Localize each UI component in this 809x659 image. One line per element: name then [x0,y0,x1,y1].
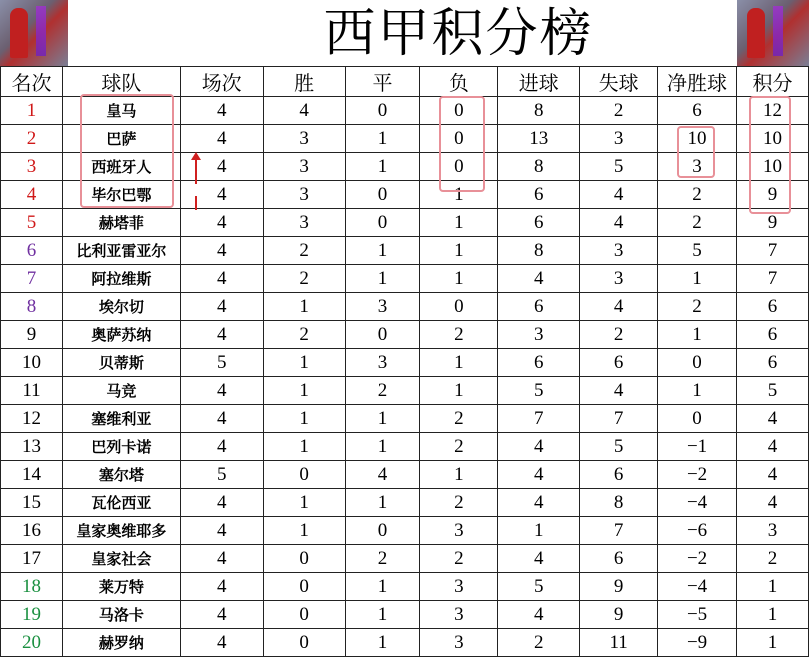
stat-cell: 5 [180,461,263,489]
stat-cell: 9 [737,209,809,237]
stat-cell: 1 [420,209,498,237]
rank-cell: 6 [1,237,63,265]
stat-cell: −1 [658,433,737,461]
stat-cell: 6 [498,349,580,377]
stat-cell: 4 [180,629,263,657]
arrow-up-icon [195,156,197,184]
team-cell: 瓦伦西亚 [62,489,180,517]
table-row [1,545,809,573]
stat-cell: 2 [263,237,345,265]
arrow-up-head [191,152,201,160]
stat-cell: −2 [658,461,737,489]
stat-cell: 10 [737,125,809,153]
stat-cell: −6 [658,517,737,545]
stat-cell: 7 [737,265,809,293]
stat-cell: 3 [263,209,345,237]
stat-cell: 1 [345,573,420,601]
column-header: 场次 [180,67,263,97]
stat-cell: 1 [263,349,345,377]
team-cell: 皇家奥维耶多 [62,517,180,545]
team-cell: 马洛卡 [62,601,180,629]
rank-cell: 14 [1,461,63,489]
rank-cell: 10 [1,349,63,377]
stat-cell: 6 [498,209,580,237]
stat-cell: 5 [498,573,580,601]
stat-cell: 4 [498,433,580,461]
stat-cell: 0 [420,97,498,125]
column-header: 胜 [263,67,345,97]
stat-cell: 4 [580,181,658,209]
stat-cell: 1 [498,517,580,545]
table-row [1,293,809,321]
player-image-right [737,0,809,66]
table-row [1,321,809,349]
stat-cell: 4 [498,461,580,489]
team-cell: 毕尔巴鄂 [62,181,180,209]
table-row [1,209,809,237]
stat-cell: 8 [498,237,580,265]
stat-cell: 1 [737,573,809,601]
stat-cell: −9 [658,629,737,657]
stat-cell: 6 [580,349,658,377]
stat-cell: 4 [180,321,263,349]
stat-cell: 6 [580,461,658,489]
stat-cell: 6 [498,181,580,209]
team-cell: 皇马 [62,97,180,125]
stat-cell: 2 [737,545,809,573]
stat-cell: 1 [345,629,420,657]
stat-cell: 1 [658,377,737,405]
highlight-box-losses [439,96,485,192]
stat-cell: 0 [263,461,345,489]
stat-cell: 4 [180,545,263,573]
highlight-box-goal-diff [677,126,715,178]
stat-cell: 11 [580,629,658,657]
stat-cell: 1 [263,433,345,461]
stat-cell: 1 [263,489,345,517]
stat-cell: 8 [580,489,658,517]
page-title: 西甲积分榜 [323,4,594,64]
stat-cell: 13 [498,125,580,153]
stat-cell: 2 [420,433,498,461]
stat-cell: 7 [737,237,809,265]
stat-cell: 8 [498,97,580,125]
rank-cell: 4 [1,181,63,209]
stat-cell: 2 [658,293,737,321]
rank-cell: 1 [1,97,63,125]
stat-cell: 2 [420,405,498,433]
stat-cell: 0 [263,601,345,629]
stat-cell: 3 [420,573,498,601]
stat-cell: 1 [345,125,420,153]
table-row [1,461,809,489]
stat-cell: 0 [420,125,498,153]
stat-cell: 9 [580,601,658,629]
rank-cell: 16 [1,517,63,545]
stat-cell: 1 [420,265,498,293]
rank-cell: 12 [1,405,63,433]
stat-cell: 0 [263,573,345,601]
stat-cell: 5 [737,377,809,405]
rank-cell: 7 [1,265,63,293]
stat-cell: 2 [498,629,580,657]
team-cell: 奥萨苏纳 [62,321,180,349]
rank-cell: 11 [1,377,63,405]
team-cell: 赫塔菲 [62,209,180,237]
stat-cell: 2 [263,265,345,293]
rank-cell: 9 [1,321,63,349]
stat-cell: 1 [420,237,498,265]
stat-cell: 1 [658,265,737,293]
stat-cell: 4 [180,97,263,125]
stat-cell: 3 [420,517,498,545]
stat-cell: 5 [580,433,658,461]
stat-cell: 6 [737,321,809,349]
team-cell: 皇家社会 [62,545,180,573]
stat-cell: 1 [345,405,420,433]
stat-cell: 1 [420,461,498,489]
highlight-box-teams [80,94,174,208]
rank-cell: 5 [1,209,63,237]
rank-cell: 19 [1,601,63,629]
stat-cell: 4 [737,433,809,461]
stat-cell: 4 [580,293,658,321]
stat-cell: 3 [580,237,658,265]
table-row [1,405,809,433]
stat-cell: 1 [345,601,420,629]
stat-cell: 3 [580,125,658,153]
stat-cell: 4 [180,209,263,237]
stat-cell: 4 [180,489,263,517]
stat-cell: 6 [737,293,809,321]
arrow-down-icon [195,196,197,210]
stat-cell: 4 [737,405,809,433]
rank-cell: 8 [1,293,63,321]
team-cell: 马竞 [62,377,180,405]
table-row [1,265,809,293]
stat-cell: −4 [658,489,737,517]
stat-cell: 1 [345,433,420,461]
stat-cell: 6 [737,349,809,377]
stat-cell: 3 [658,153,737,181]
column-header: 名次 [1,67,63,97]
stat-cell: 0 [345,209,420,237]
stat-cell: 5 [498,377,580,405]
stat-cell: 4 [580,377,658,405]
stat-cell: 0 [345,181,420,209]
stat-cell: 4 [498,265,580,293]
stat-cell: 1 [420,377,498,405]
stat-cell: 0 [345,97,420,125]
stat-cell: 2 [420,321,498,349]
table-row [1,349,809,377]
stat-cell: 3 [420,629,498,657]
stat-cell: −4 [658,573,737,601]
stat-cell: 2 [420,545,498,573]
stat-cell: 1 [420,349,498,377]
stat-cell: 0 [345,321,420,349]
stat-cell: 4 [180,153,263,181]
stat-cell: 10 [658,125,737,153]
team-cell: 巴萨 [62,125,180,153]
stat-cell: 1 [420,181,498,209]
stat-cell: 3 [580,265,658,293]
stat-cell: 4 [180,181,263,209]
column-header: 进球 [498,67,580,97]
column-header: 积分 [737,67,809,97]
stat-cell: 0 [658,405,737,433]
stat-cell: 10 [737,153,809,181]
stat-cell: 1 [345,153,420,181]
team-cell: 西班牙人 [62,153,180,181]
table-row [1,489,809,517]
player-image-left [0,0,68,66]
table-row [1,377,809,405]
team-cell: 塞维利亚 [62,405,180,433]
stat-cell: 1 [345,237,420,265]
rank-cell: 3 [1,153,63,181]
stat-cell: 7 [580,405,658,433]
stat-cell: 1 [263,377,345,405]
stat-cell: 4 [180,377,263,405]
stat-cell: 3 [498,321,580,349]
column-header: 负 [420,67,498,97]
rank-cell: 18 [1,573,63,601]
team-cell: 埃尔切 [62,293,180,321]
stat-cell: 1 [263,405,345,433]
header-row [1,67,809,97]
stat-cell: 4 [263,97,345,125]
stat-cell: 1 [345,489,420,517]
column-header: 球队 [62,67,180,97]
stat-cell: 0 [420,293,498,321]
stat-cell: 2 [580,97,658,125]
stat-cell: 1 [345,265,420,293]
stat-cell: 2 [580,321,658,349]
stat-cell: 7 [498,405,580,433]
rank-cell: 17 [1,545,63,573]
stat-cell: 7 [580,517,658,545]
stat-cell: 0 [420,153,498,181]
rank-cell: 20 [1,629,63,657]
column-header: 失球 [580,67,658,97]
stat-cell: 5 [180,349,263,377]
stat-cell: 4 [345,461,420,489]
stat-cell: 3 [345,293,420,321]
stat-cell: 8 [498,153,580,181]
team-cell: 贝蒂斯 [62,349,180,377]
team-cell: 莱万特 [62,573,180,601]
rank-cell: 13 [1,433,63,461]
stat-cell: 1 [737,629,809,657]
stat-cell: 3 [263,181,345,209]
stat-cell: 0 [658,349,737,377]
stat-cell: 0 [263,629,345,657]
table-row [1,517,809,545]
stat-cell: 5 [580,153,658,181]
stat-cell: 4 [580,209,658,237]
stat-cell: 1 [658,321,737,349]
stat-cell: 2 [420,489,498,517]
stat-cell: 2 [345,545,420,573]
stat-cell: 9 [737,181,809,209]
stat-cell: 1 [263,293,345,321]
stat-cell: 4 [180,517,263,545]
stat-cell: 4 [180,237,263,265]
stat-cell: 1 [737,601,809,629]
stat-cell: 4 [498,601,580,629]
stat-cell: 4 [180,433,263,461]
stat-cell: 2 [658,181,737,209]
stat-cell: 3 [263,125,345,153]
table-row [1,433,809,461]
team-cell: 比利亚雷亚尔 [62,237,180,265]
rank-cell: 15 [1,489,63,517]
stat-cell: 6 [658,97,737,125]
table-row [1,629,809,657]
stat-cell: 6 [580,545,658,573]
stat-cell: −2 [658,545,737,573]
stat-cell: 0 [345,517,420,545]
stat-cell: 4 [180,405,263,433]
stat-cell: 2 [345,377,420,405]
stat-cell: 3 [263,153,345,181]
team-cell: 阿拉维斯 [62,265,180,293]
stat-cell: 2 [658,209,737,237]
stat-cell: 4 [498,545,580,573]
table-row [1,237,809,265]
stat-cell: 4 [180,125,263,153]
stat-cell: 4 [180,265,263,293]
stat-cell: 3 [420,601,498,629]
column-header: 净胜球 [658,67,737,97]
stat-cell: 5 [658,237,737,265]
stat-cell: 12 [737,97,809,125]
stat-cell: 3 [345,349,420,377]
highlight-box-points [749,96,791,214]
stat-cell: 4 [737,489,809,517]
stat-cell: 4 [737,461,809,489]
team-cell: 赫罗纳 [62,629,180,657]
column-header: 平 [345,67,420,97]
stat-cell: 9 [580,573,658,601]
stat-cell: 4 [180,293,263,321]
stat-cell: 4 [498,489,580,517]
rank-cell: 2 [1,125,63,153]
stat-cell: 4 [180,573,263,601]
team-cell: 塞尔塔 [62,461,180,489]
stat-cell: 3 [737,517,809,545]
stat-cell: 0 [263,545,345,573]
stat-cell: 4 [180,601,263,629]
stat-cell: 2 [263,321,345,349]
team-cell: 巴列卡诺 [62,433,180,461]
table-row [1,601,809,629]
stat-cell: 1 [263,517,345,545]
table-row [1,573,809,601]
stat-cell: −5 [658,601,737,629]
stat-cell: 6 [498,293,580,321]
